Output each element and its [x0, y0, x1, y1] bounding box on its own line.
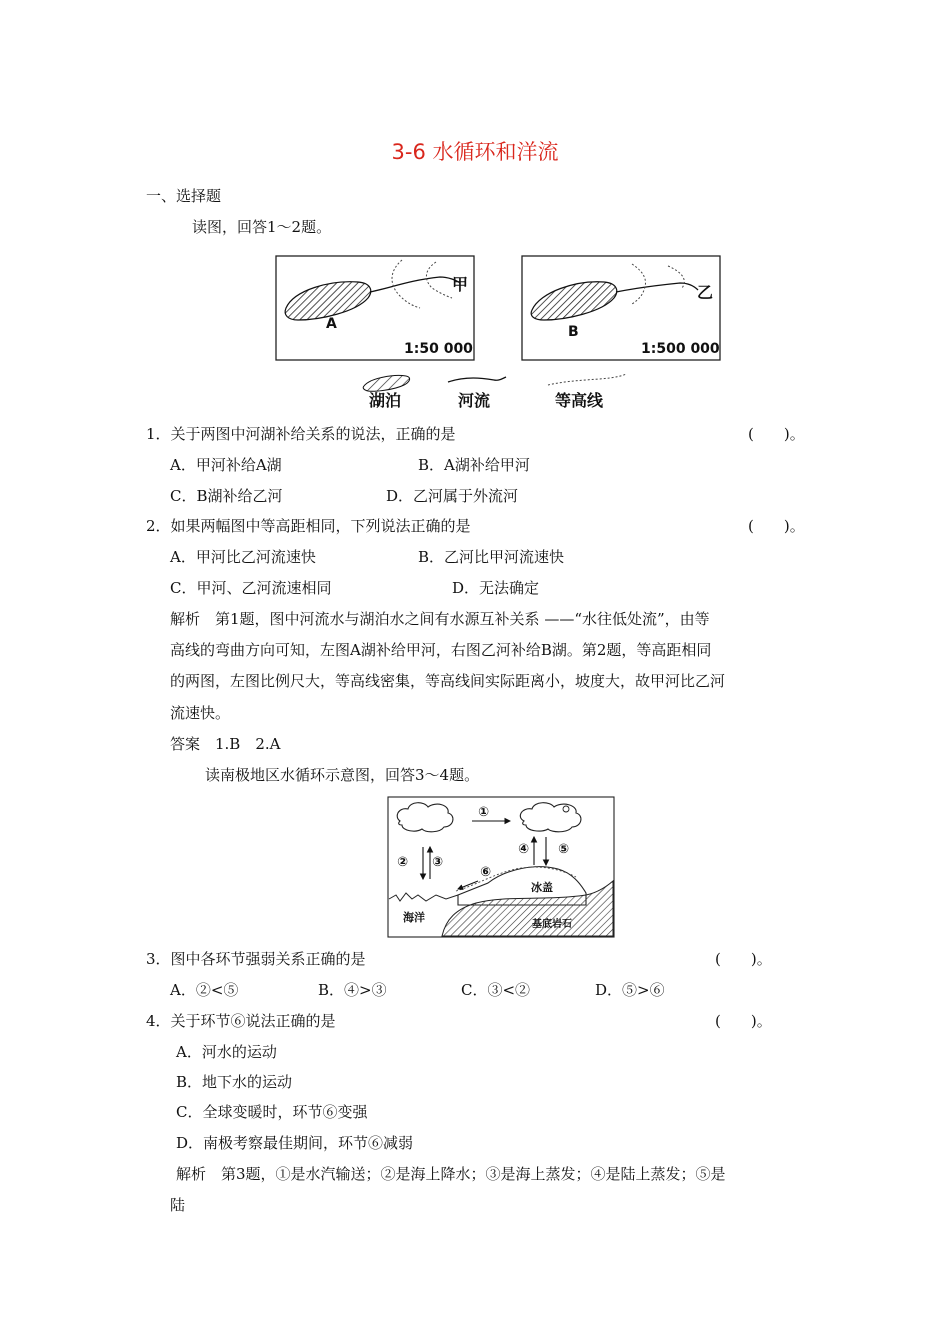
- map-left-scale: 1:50 000: [404, 341, 473, 357]
- contour-line: [632, 264, 646, 304]
- lake-b-label: B: [568, 324, 579, 340]
- contour-line: [426, 262, 452, 298]
- question-3-paren: ( )。: [715, 950, 772, 968]
- river-yi-line: [616, 283, 698, 292]
- question-3-stem: 3．图中各环节强弱关系正确的是: [146, 950, 366, 968]
- map-right-label: 乙: [697, 283, 714, 302]
- ice-cap-label: 冰盖: [531, 881, 553, 894]
- question-4-option: A．河水的运动: [176, 1043, 277, 1061]
- sea-surface-line: [389, 893, 458, 901]
- lake-a-label: A: [326, 316, 337, 332]
- question-2-option: C．甲河、乙河流速相同: [170, 579, 332, 597]
- diagram-label-1: ①: [478, 805, 490, 820]
- legend-lake-label: 湖泊: [369, 391, 402, 410]
- question-1-paren: ( )。: [748, 425, 805, 443]
- river-lake-maps-figure: [270, 250, 740, 420]
- cloud-right-icon: [520, 803, 581, 832]
- legend-contour-label: 等高线: [555, 391, 604, 410]
- question-4-option: B．地下水的运动: [176, 1073, 293, 1091]
- diagram-label-5: ⑤: [558, 842, 570, 857]
- question-2-option: D．无法确定: [452, 579, 540, 597]
- question-3-option: B．④>③: [318, 981, 387, 999]
- map-right-scale: 1:500 000: [641, 341, 720, 357]
- cloud-left-icon: [397, 803, 453, 832]
- lake-b-shape: [531, 282, 617, 320]
- analysis-line: 解析 第1题，图中河流水与湖泊水之间有水源互补关系 ——“水往低处流”，由等: [170, 610, 710, 628]
- analysis-line: 陆: [170, 1196, 186, 1214]
- contour-line: [392, 260, 420, 308]
- diagram-label-2: ②: [397, 855, 409, 870]
- legend-lake-symbol: [363, 375, 409, 391]
- diagram-label-6: ⑥: [480, 865, 492, 880]
- question-2-option: B．乙河比甲河流速快: [418, 548, 565, 566]
- diagram-label-3: ③: [432, 855, 444, 870]
- question-3-option: A．②<⑤: [170, 981, 239, 999]
- ocean-label: 海洋: [403, 911, 425, 924]
- question-1-option: B．A湖补给甲河: [418, 456, 530, 474]
- section-heading: 一、选择题: [146, 187, 222, 205]
- river-jia-line: [370, 277, 460, 292]
- contour-line: [668, 266, 684, 288]
- map-left-label: 甲: [452, 275, 469, 294]
- question-1-stem: 1．关于两图中河湖补给关系的说法，正确的是: [146, 425, 456, 443]
- question-4-option: C．全球变暖时，环节⑥变强: [176, 1103, 368, 1121]
- question-3-option: D．⑤>⑥: [595, 981, 665, 999]
- legend-river-symbol: [448, 377, 506, 382]
- question-4-paren: ( )。: [715, 1012, 772, 1030]
- intro-q1-2: 读图，回答1～2题。: [192, 218, 332, 236]
- diagram-label-4: ④: [518, 842, 530, 857]
- question-4-option: D．南极考察最佳期间，环节⑥减弱: [176, 1134, 414, 1152]
- legend-river-label: 河流: [458, 391, 491, 410]
- analysis-line: 的两图，左图比例尺大，等高线密集，等高线间实际距离小，坡度大，故甲河比乙河: [170, 672, 726, 690]
- question-4-stem: 4．关于环节⑥说法正确的是: [146, 1012, 336, 1030]
- question-3-option: C．③<②: [461, 981, 531, 999]
- legend-contour-symbol: [548, 374, 626, 385]
- question-2-stem: 2．如果两幅图中等高距相同，下列说法正确的是: [146, 517, 471, 535]
- question-1-option: A．甲河补给A湖: [170, 456, 282, 474]
- question-2-option: A．甲河比乙河流速快: [170, 548, 316, 566]
- question-1-option: C．B湖补给乙河: [170, 487, 283, 505]
- question-2-paren: ( )。: [748, 517, 805, 535]
- question-1-option: D．乙河属于外流河: [386, 487, 519, 505]
- analysis-line: 高线的弯曲方向可知，左图A湖补给甲河，右图乙河补给B湖。第2题，等高距相同: [170, 641, 712, 659]
- page-title: 3-6 水循环和洋流: [391, 140, 559, 164]
- analysis-line: 解析 第3题，①是水汽输送；②是海上降水；③是海上蒸发；④是陆上蒸发；⑤是: [176, 1165, 726, 1183]
- answer-line: 答案 1.B 2.A: [170, 735, 281, 753]
- bedrock-label: 基底岩石: [532, 919, 572, 930]
- intro-q3-4: 读南极地区水循环示意图，回答3～4题。: [205, 766, 480, 784]
- analysis-line: 流速快。: [170, 704, 231, 722]
